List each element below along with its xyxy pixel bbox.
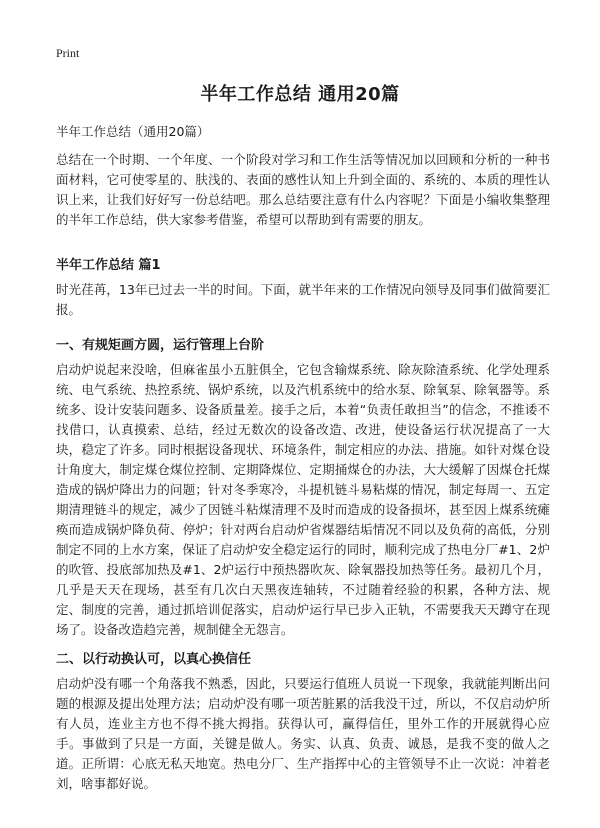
intro-paragraph	[56, 150, 550, 230]
section-1-heading: 一、有规矩画方圆，运行管理上台阶	[56, 338, 265, 353]
print-link[interactable]: Print	[56, 46, 80, 60]
section-1-paragraph	[56, 360, 550, 640]
section-2-heading: 二、以行动换认可，以真心换信任	[56, 652, 252, 667]
article-heading: 半年工作总结 篇1	[56, 258, 161, 273]
article-intro-paragraph	[56, 280, 550, 320]
intro-text: 总结在一个时期、一个年度、一个阶段对学习和工作生活等情况加以回顾和分析的一种书面材料，它可使零星的、肤浅的、表面的感性认知上升到全面的、系统的、本质的理性认识上来，让我们好好写一份总结吧。那么总结要注意有什么内容呢？下面是小编收集整理的半年工作总结，供大家参考借鉴，希望可以帮助到有需要的朋友。	[56, 152, 550, 227]
section-1-text: 启动炉说起来没啥，但麻雀虽小五脏俱全，它包含输煤系统、除灰除渣系统、化学处理系统、电气系统、热控系统、锅炉系统，以及汽机系统中的给水泵、除氧泵、除氧器等。系统多、设计安装问题多、设备质量差。接手之后，本着“负责任敢担当”的信念，不推诿不找借口，认真摸索、总结，经过无数次的设备改造、改进，使设备运行状况提高了一大块，稳定了许多。同时根据设备现状、环境条件，制定相应的办法、措施。如针对煤仓设计角度大，制定煤仓煤位控制、定期降煤位、定期捅煤仓的办法，大大缓解了因煤仓托煤造成的锅炉降出力的问题；针对冬季寒冷，斗提机链斗易粘煤的情况，制定每周一、五定期清理链斗的规定，减少了因链斗粘煤清理不及时而造成的设备损坏，甚至因上煤系统瘫痪而造成锅炉降负荷、停炉；针对两台启动炉省煤器结垢情况不同以及负荷的高低，分别制定不同的上水方案，保证了启动炉安全稳定运行的同时，顺利完成了热电分厂#1、2炉的吹管、投底部加热及#1、2炉运行中预热器吹灰、除氧器投加热等任务。最初几个月，几乎是天天在现场，甚至有几次白天黑夜连轴转，不过随着经验的积累，各种方法、规定、制度的完善，通过抓培训促落实，启动炉运行早已步入正轨，不需要我天天蹲守在现场了。设备改造趋完善，规制健全无怨言。	[56, 362, 550, 637]
page-title: 半年工作总结 通用20篇	[200, 84, 400, 105]
document-subtitle: 半年工作总结（通用20篇）	[56, 124, 210, 139]
section-2-paragraph	[56, 674, 550, 794]
section-2-text: 启动炉没有哪一个角落我不熟悉，因此，只要运行值班人员说一下现象，我就能判断出问题的根源及提出处理方法；启动炉没有哪一项苦脏累的活我没干过，所以，不仅启动炉所有人员，连业主方也不得不挑大拇指。获得认可，赢得信任，里外工作的开展就得心应手。事做到了只是一方面，关键是做人。务实、认真、负责、诚恳，是我不变的做人之道。正所谓：心底无私天地宽。热电分厂、生产指挥中心的主管领导不止一次说：冲着老刘，啥事都好说。	[56, 676, 550, 791]
article-intro-text: 时光荏苒，13年已过去一半的时间。下面，就半年来的工作情况向领导及同事们做简要汇报。	[56, 282, 550, 317]
